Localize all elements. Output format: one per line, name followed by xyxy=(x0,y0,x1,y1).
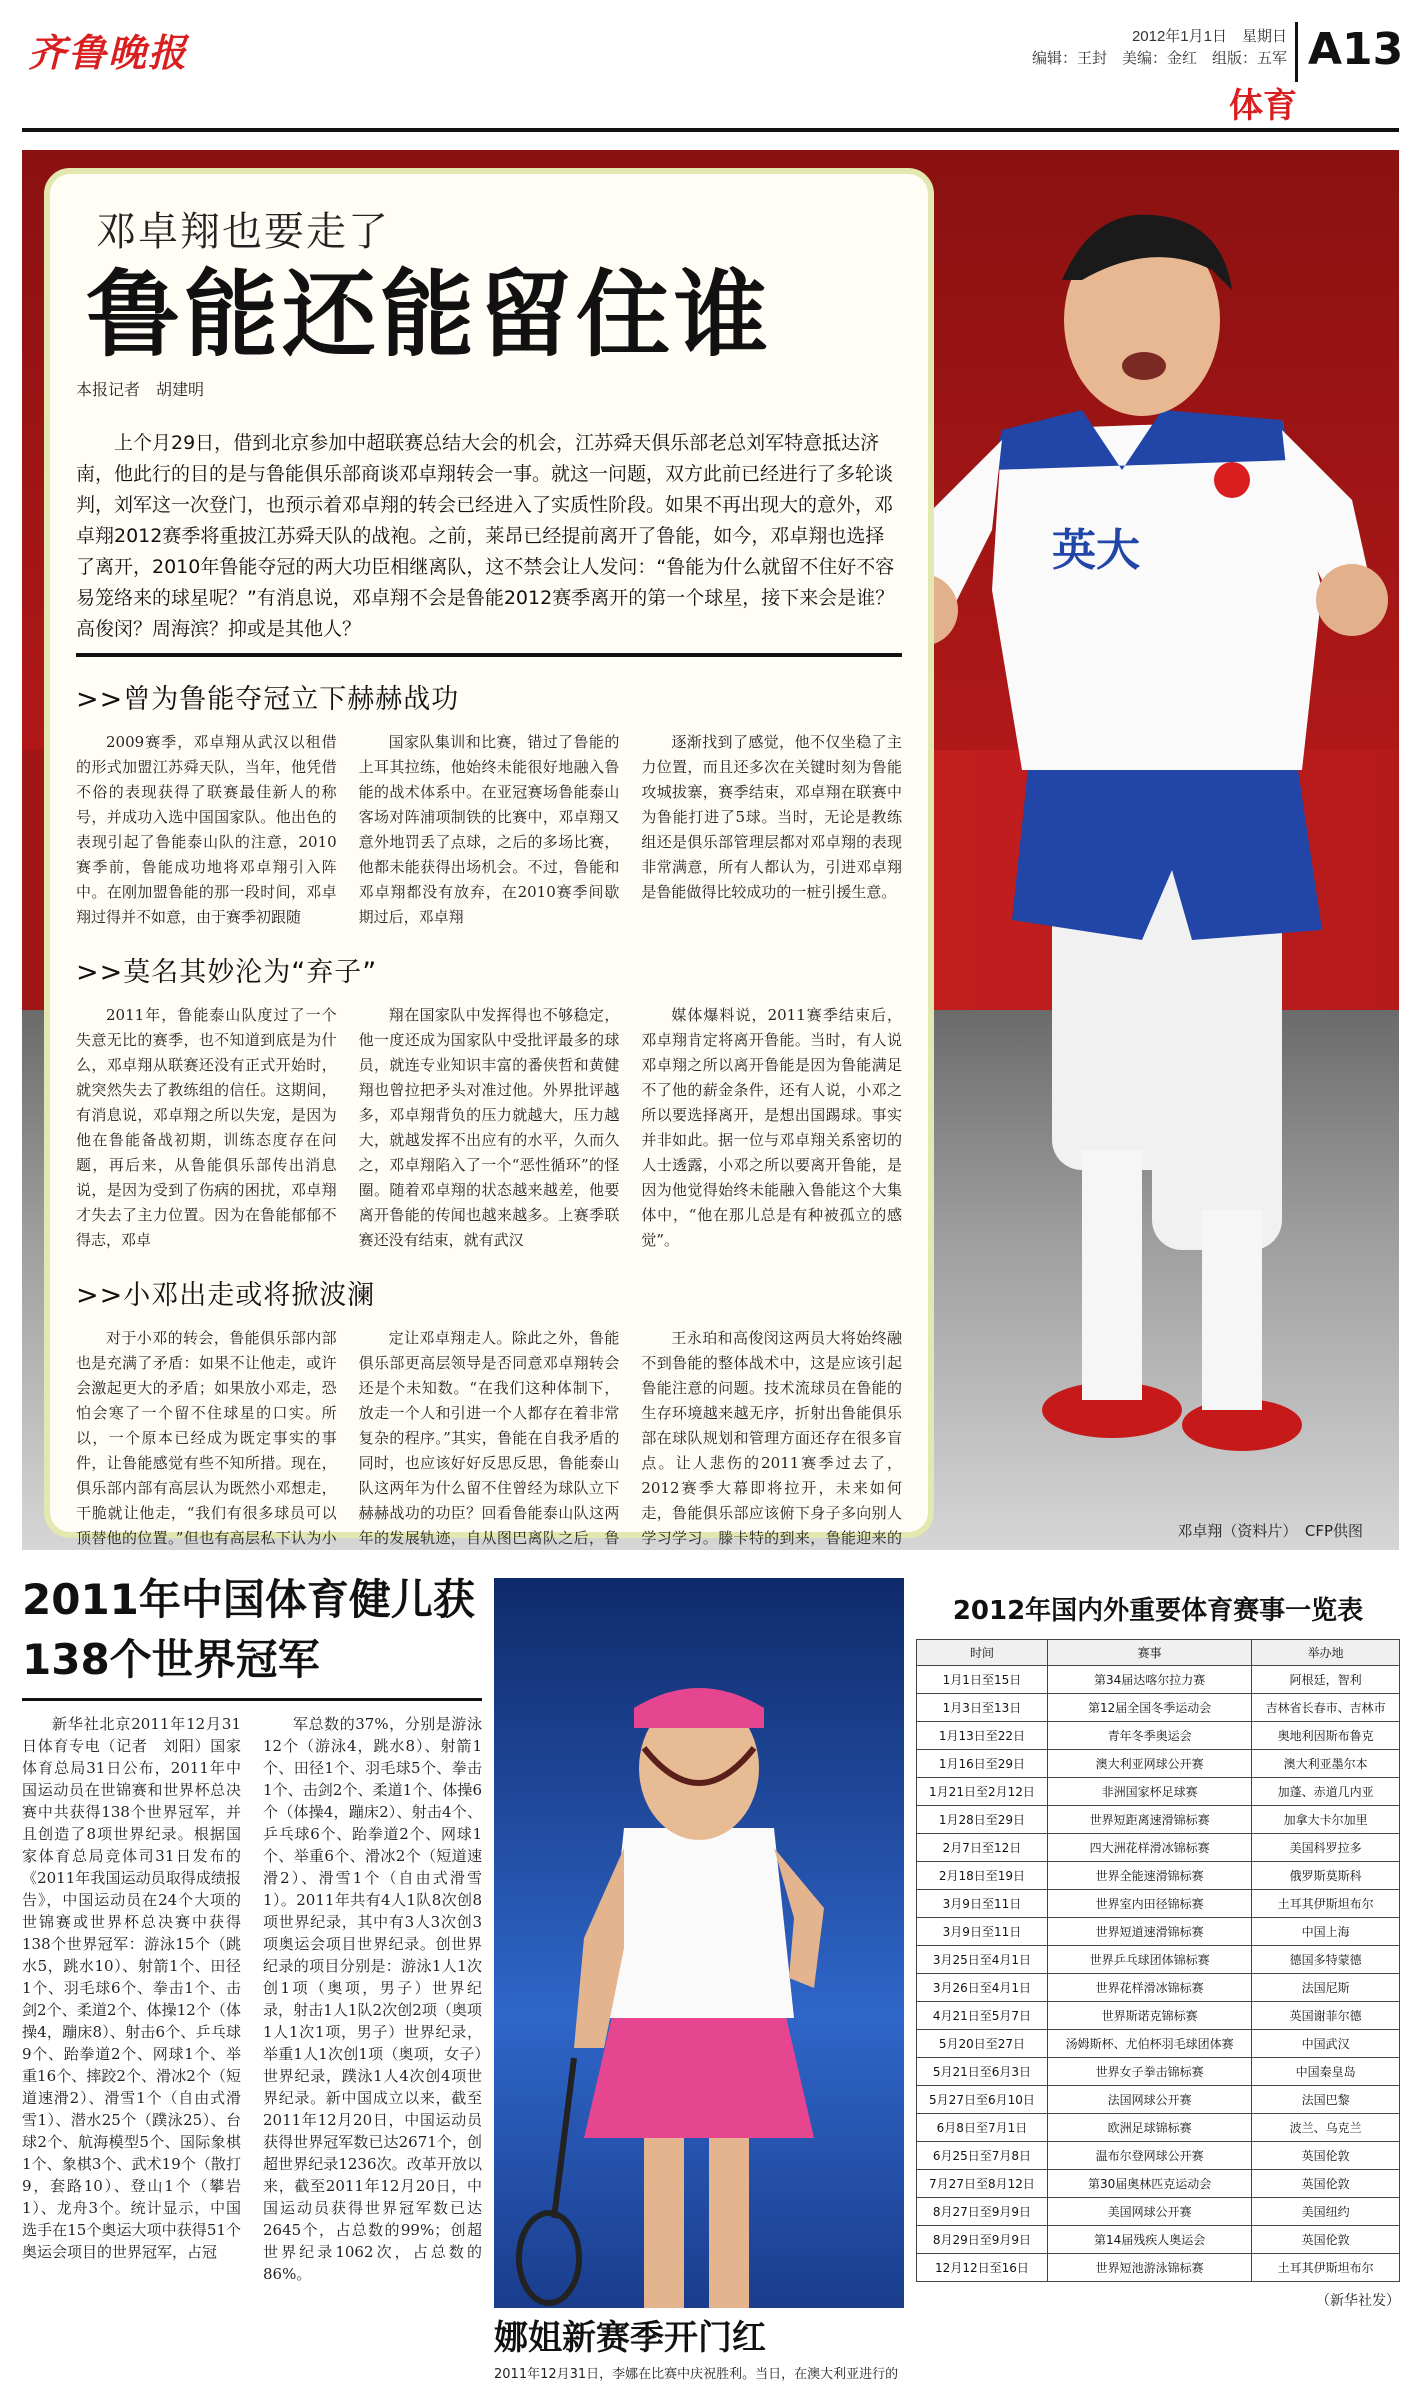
text-column: 2011年，鲁能泰山队度过了一个失意无比的赛季，也不知道到底是为什么，邓卓翔从联赛还没有正式开始时，就突然失去了教练组的信任。这期间，有消息说，邓卓翔之所以失宠，是因为他在鲁能备战初期，训练态度存在问题，再后来，从鲁能俱乐部传出消息说，是因为受到了伤病的困扰，邓卓翔才失去了主力位置。因为在鲁能郁郁不得志，邓卓 xyxy=(76,1006,337,1249)
table-cell: 8月29日至9月9日 xyxy=(917,2226,1048,2254)
table-cell: 俄罗斯莫斯科 xyxy=(1252,1862,1400,1890)
column-header: 举办地 xyxy=(1252,1640,1400,1666)
table-row xyxy=(917,2086,1400,2114)
table-row xyxy=(917,1974,1400,2002)
header-rule xyxy=(22,128,1399,132)
schedule-table xyxy=(916,1639,1400,2282)
table-cell: 温布尔登网球公开赛 xyxy=(1047,2142,1251,2170)
feature-article xyxy=(44,168,934,1547)
table-cell: 8月27日至9月9日 xyxy=(917,2198,1048,2226)
tennis-text: 2011年12月31日，李娜在比赛中庆祝胜利。当日，在澳大利亚进行的 xyxy=(494,2367,899,2382)
table-cell: 世界短池游泳锦标赛 xyxy=(1047,2254,1251,2282)
lead-rule xyxy=(76,653,902,657)
table-cell: 世界女子拳击锦标赛 xyxy=(1047,2058,1251,2086)
section-heading: >>小邓出走或将掀波澜 xyxy=(76,1280,376,1311)
table-cell: 1月16日至29日 xyxy=(917,1750,1048,1778)
photo-credit: 邓卓翔（资料片） CFP供图 xyxy=(1177,1522,1363,1540)
table-row xyxy=(917,1806,1400,1834)
table-cell: 1月1日至15日 xyxy=(917,1666,1048,1694)
table-cell: 7月27日至8月12日 xyxy=(917,2170,1048,2198)
news-title: 2011年中国体育健儿获138个世界冠军 xyxy=(22,1575,475,1684)
table-row xyxy=(917,1946,1400,1974)
table-cell: 2月7日至12日 xyxy=(917,1834,1048,1862)
table-row xyxy=(917,1750,1400,1778)
table-cell: 德国多特蒙德 xyxy=(1252,1946,1400,1974)
table-row xyxy=(917,1890,1400,1918)
feature-section-3 xyxy=(76,1273,902,1550)
table-cell: 波兰、乌克兰 xyxy=(1252,2114,1400,2142)
table-cell: 青年冬季奥运会 xyxy=(1047,1722,1251,1750)
table-cell: 中国秦皇岛 xyxy=(1252,2058,1400,2086)
page-number: A13 xyxy=(1295,22,1399,82)
table-cell: 3月25日至4月1日 xyxy=(917,1946,1048,1974)
news-article xyxy=(22,1570,482,2285)
table-cell: 5月21日至6月3日 xyxy=(917,2058,1048,2086)
table-row xyxy=(917,2114,1400,2142)
table-row xyxy=(917,2198,1400,2226)
table-cell: 3月26日至4月1日 xyxy=(917,1974,1048,2002)
table-header-row xyxy=(917,1640,1400,1666)
table-cell: 世界斯诺克锦标赛 xyxy=(1047,2002,1251,2030)
table-cell: 土耳其伊斯坦布尔 xyxy=(1252,2254,1400,2282)
table-row xyxy=(917,1862,1400,1890)
table-row xyxy=(917,2002,1400,2030)
table-row xyxy=(917,2030,1400,2058)
table-cell: 世界全能速滑锦标赛 xyxy=(1047,1862,1251,1890)
table-cell: 1月3日至13日 xyxy=(917,1694,1048,1722)
text-column: 军总数的37%，分别是游泳12个（游泳4，跳水8）、射箭1个、田径1个、羽毛球5个、拳击1个、击剑2个、柔道1个、体操6个（体操4，蹦床2）、射击4个、乒乓球6个、跆拳道2个、网球1个、举重6个、滑冰2个（短道速滑2）、滑雪1个（自由式滑雪1）。2011年共有4人1队8次创8项世界纪录，其中有3人3次创3项奥运会项目世界纪录。创世界纪录的项目分别是：游泳1人1次创1项（奥项，男子）世界纪录，射击1人1队2次创2项（奥项1人1次1项，男子）世界纪录，举重1人1次创1项（奥项，女子）世界纪录，蹼泳1人4次创4项世界纪录。新中国成立以来，截至2011年12月20日，中国运动员获得世界冠军数已达2671个，创超世界纪录1236次。改革开放以来，截至2011年12月20日，中国运动员获得世界冠军数已达2645个，占总数的99%；创超世界纪录1062次，占总数的86%。 xyxy=(263,1715,482,2283)
table-cell: 加蓬、赤道几内亚 xyxy=(1252,1778,1400,1806)
text-column: 逐渐找到了感觉，他不仅坐稳了主力位置，而且还多次在关键时刻为鲁能攻城拔寨，赛季结束，邓卓翔在联赛中为鲁能打进了5球。当时，无论是教练组还是俱乐部管理层都对邓卓翔的表现非常满意，所有人都认为，引进邓卓翔是鲁能做得比较成功的一桩引援生意。 xyxy=(641,733,903,901)
table-cell: 12月12日至16日 xyxy=(917,2254,1048,2282)
table-cell: 美国科罗拉多 xyxy=(1252,1834,1400,1862)
text-column: 国家队集训和比赛，错过了鲁能的上耳其拉练，他始终未能很好地融入鲁能的战术体系中。在亚冠赛场鲁能泰山客场对阵浦项制铁的比赛中，邓卓翔又意外地罚丢了点球，之后的多场比赛，他都未能获得出场机会。不过，鲁能和邓卓翔都没有放弃，在2010赛季间歇期过后，邓卓翔 xyxy=(358,733,620,926)
table-cell: 第34届达喀尔拉力赛 xyxy=(1047,1666,1251,1694)
schedule-source: （新华社发） xyxy=(1316,2293,1400,2309)
table-row xyxy=(917,2058,1400,2086)
table-cell: 中国武汉 xyxy=(1252,2030,1400,2058)
table-row xyxy=(917,1666,1400,1694)
column-header: 时间 xyxy=(917,1640,1048,1666)
table-cell: 1月28日至29日 xyxy=(917,1806,1048,1834)
table-cell: 英国伦敦 xyxy=(1252,2142,1400,2170)
table-row xyxy=(917,2170,1400,2198)
text-column: 新华社北京2011年12月31日体育专电（记者 刘阳）国家体育总局31日公布，2011年中国运动员在世锦赛和世界杯总决赛中共获得138个世界冠军，并且创造了8项世界纪录。根据国家体育总局竞体司31日发布的《2011年我国运动员取得成绩报告》，中国运动员在24个大项的世锦赛或世界杯总决赛中获得138个世界冠军：游泳15个（跳水5，跳水10）、射箭1个、田径1个、羽毛球6个、拳击1个、击剑2个、柔道2个、体操12个（体操4，蹦床8）、射击6个、乒乓球9个、跆拳道2个、网球1个、举重16个、摔跤2个、滑冰2个（短道速滑2）、滑雪1个（自由式滑雪1）、潜水25个（蹼泳25）、台球2个、航海模型5个、国际象棋1个、象棋3个、武术19个（散打9，套路10）、登山1个（攀岩1）、龙舟3个。统计显示，中国选手在15个奥运大项中获得51个奥运会项目的世界冠军，占冠 xyxy=(22,1715,241,2261)
table-cell: 澳大利亚网球公开赛 xyxy=(1047,1750,1251,1778)
text-column: 2009赛季，邓卓翔从武汉以租借的形式加盟江苏舜天队，当年，他凭借不俗的表现获得了联赛最佳新人的称号，并成功入选中国国家队。他出色的表现引起了鲁能泰山队的注意，2010赛季前，鲁能成功地将邓卓翔引入阵中。在刚加盟鲁能的那一段时间，邓卓翔过得并不如意，由于赛季初跟随 xyxy=(76,733,337,926)
table-cell: 法国网球公开赛 xyxy=(1047,2086,1251,2114)
feature-kicker: 邓卓翔也要走了 xyxy=(96,209,390,255)
table-row xyxy=(917,2226,1400,2254)
schedule-table-block xyxy=(916,1590,1400,2310)
tennis-title: 娜姐新赛季开门红 xyxy=(494,2318,766,2358)
table-cell: 1月13日至22日 xyxy=(917,1722,1048,1750)
feature-section-2 xyxy=(76,950,902,1253)
feature-block xyxy=(22,150,1399,1550)
table-cell: 阿根廷，智利 xyxy=(1252,1666,1400,1694)
table-cell: 5月20日至27日 xyxy=(917,2030,1048,2058)
table-cell: 第12届全国冬季运动会 xyxy=(1047,1694,1251,1722)
table-cell: 土耳其伊斯坦布尔 xyxy=(1252,1890,1400,1918)
feature-section-1 xyxy=(76,677,902,930)
text-column: 翔在国家队中发挥得也不够稳定，他一度还成为国家队中受批评最多的球员，就连专业知识丰富的番侠哲和黄健翔也曾拉把矛头对准过他。外界批评越多，邓卓翔背负的压力就越大，压力越大，就越发挥不出应有的水平，久而久之，邓卓翔陷入了一个“恶性循环”的怪圈。随着邓卓翔的状态越来越差，他要离开鲁能的传闻也越来越多。上赛季联赛还没有结束，就有武汉 xyxy=(358,1006,620,1249)
table-cell: 世界短距离速滑锦标赛 xyxy=(1047,1806,1251,1834)
date-line: 2012年1月1日 星期日 xyxy=(1131,28,1287,45)
table-cell: 世界乒乓球团体锦标赛 xyxy=(1047,1946,1251,1974)
table-cell: 美国网球公开赛 xyxy=(1047,2198,1251,2226)
tennis-caption xyxy=(494,2310,904,2383)
table-row xyxy=(917,2142,1400,2170)
table-cell: 加拿大卡尔加里 xyxy=(1252,1806,1400,1834)
section-heading: >>莫名其妙沦为“弃子” xyxy=(76,957,378,988)
header-meta xyxy=(1032,26,1287,70)
table-cell: 非洲国家杯足球赛 xyxy=(1047,1778,1251,1806)
schedule-title: 2012年国内外重要体育赛事一览表 xyxy=(952,1596,1364,1626)
table-row xyxy=(917,1834,1400,1862)
table-cell: 3月9日至11日 xyxy=(917,1890,1048,1918)
staff-line: 编辑：王封 美编：金红 组版：五军 xyxy=(1031,50,1287,67)
feature-headline: 鲁能还能留住谁 xyxy=(86,261,773,370)
table-cell: 世界短道速滑锦标赛 xyxy=(1047,1918,1251,1946)
table-cell: 英国伦敦 xyxy=(1252,2170,1400,2198)
section-name: 体育 xyxy=(1229,86,1297,126)
table-cell: 世界花样滑冰锦标赛 xyxy=(1047,1974,1251,2002)
table-cell: 第14届残疾人奥运会 xyxy=(1047,2226,1251,2254)
table-cell: 世界室内田径锦标赛 xyxy=(1047,1890,1251,1918)
table-cell: 3月9日至11日 xyxy=(917,1918,1048,1946)
table-cell: 吉林省长春市、吉林市 xyxy=(1252,1694,1400,1722)
table-cell: 美国纽约 xyxy=(1252,2198,1400,2226)
table-cell: 中国上海 xyxy=(1252,1918,1400,1946)
masthead: 齐鲁晚报 xyxy=(28,31,189,75)
table-cell: 法国尼斯 xyxy=(1252,1974,1400,2002)
table-cell: 四大洲花样滑冰锦标赛 xyxy=(1047,1834,1251,1862)
table-cell: 澳大利亚墨尔本 xyxy=(1252,1750,1400,1778)
shirt-sponsor-text: 英大 xyxy=(1052,525,1140,576)
table-cell: 法国巴黎 xyxy=(1252,2086,1400,2114)
section-heading: >>曾为鲁能夺冠立下赫赫战功 xyxy=(76,684,460,715)
table-cell: 5月27日至6月10日 xyxy=(917,2086,1048,2114)
table-cell: 4月21日至5月7日 xyxy=(917,2002,1048,2030)
feature-lead: 上个月29日，借到北京参加中超联赛总结大会的机会，江苏舜天俱乐部老总刘军特意抵达济南，他此行的目的是与鲁能俱乐部商谈邓卓翔转会一事。就这一问题，双方此前已经进行了多轮谈判，刘军这一次登门，也预示着邓卓翔的转会已经进入了实质性阶段。如果不再出现大的意外，邓卓翔2012赛季将重披江苏舜天队的战袍。之前，莱昂已经提前离开了鲁能，如今，邓卓翔也选择了离开，2010年鲁能夺冠的两大功臣相继离队，这不禁会让人发问：“鲁能为什么就留不住好不容易笼络来的球星呢？”有消息说，邓卓翔不会是鲁能2012赛季离开的第一个球星，接下来会是谁？高俊闵？周海滨？抑或是其他人？ xyxy=(76,432,895,640)
table-cell: 2月18日至19日 xyxy=(917,1862,1048,1890)
feature-byline: 本报记者 胡建明 xyxy=(76,380,205,399)
news-rule xyxy=(22,1698,482,1701)
table-cell: 6月25日至7月8日 xyxy=(917,2142,1048,2170)
table-cell: 6月8日至7月1日 xyxy=(917,2114,1048,2142)
table-cell: 欧洲足球锦标赛 xyxy=(1047,2114,1251,2142)
tennis-photo xyxy=(494,1578,904,2308)
table-row xyxy=(917,1778,1400,1806)
table-cell: 1月21日至2月12日 xyxy=(917,1778,1048,1806)
table-row xyxy=(917,1918,1400,1946)
table-cell: 英国谢菲尔德 xyxy=(1252,2002,1400,2030)
text-column: 对于小邓的转会，鲁能俱乐部内部也是充满了矛盾：如果不让他走，或许会激起更大的矛盾；如果放小邓走，恐怕会寒了一个留不住球星的口实。所以，一个原本已经成为既定事实的事件，让鲁能感觉有些不知所措。现在，俱乐部内部有高层认为既然小邓想走，干脆就让他走，“我们有很多球员可以顶替他的位置。”但也有高层私下认为小 xyxy=(76,1329,337,1547)
column-header: 赛事 xyxy=(1047,1640,1251,1666)
table-cell: 英国伦敦 xyxy=(1252,2226,1400,2254)
table-row xyxy=(917,1694,1400,1722)
table-cell: 汤姆斯杯、尤伯杯羽毛球团体赛 xyxy=(1047,2030,1251,2058)
table-row xyxy=(917,1722,1400,1750)
table-cell: 奥地利因斯布鲁克 xyxy=(1252,1722,1400,1750)
text-column: 王永珀和高俊闵这两员大将始终融不到鲁能的整体战术中，这是应该引起鲁能注意的问题。技术流球员在鲁能的生存环境越来越无序，折射出鲁能俱乐部在球队规划和管理方面还存在很多盲点。让人悲伤的2011赛季过去了，2012赛季大幕即将拉开，未来如何走，鲁能俱乐部应该俯下身子多向别人学习学习。滕卡特的到来，鲁能迎来的 xyxy=(641,1329,903,1547)
table-row xyxy=(917,2254,1400,2282)
text-column: 定让邓卓翔走人。除此之外，鲁能俱乐部更高层领导是否同意邓卓翔转会还是个未知数。“在我们这种体制下，放走一个人和引进一个人都存在着非常复杂的程序。”其实，鲁能在自我矛盾的同时，也应该好好反思反思，鲁能泰山队这两年为什么留不住曾经为球队立下赫赫战功的功臣？回看鲁能泰山队这两年的发展轨迹，自从图巴离队之后，鲁 xyxy=(358,1329,620,1547)
text-column: 媒体爆料说，2011赛季结束后，邓卓翔肯定将离开鲁能。当时，有人说邓卓翔之所以离开鲁能是因为鲁能满足不了他的薪金条件，还有人说，小邓之所以要选择离开，是想出国踢球。事实并非如此。据一位与邓卓翔关系密切的人士透露，小邓之所以要离开鲁能，是因为他觉得始终未能融入鲁能这个大集体中，“他在那儿总是有种被孤立的感觉”。 xyxy=(641,1006,903,1249)
table-cell: 第30届奥林匹克运动会 xyxy=(1047,2170,1251,2198)
